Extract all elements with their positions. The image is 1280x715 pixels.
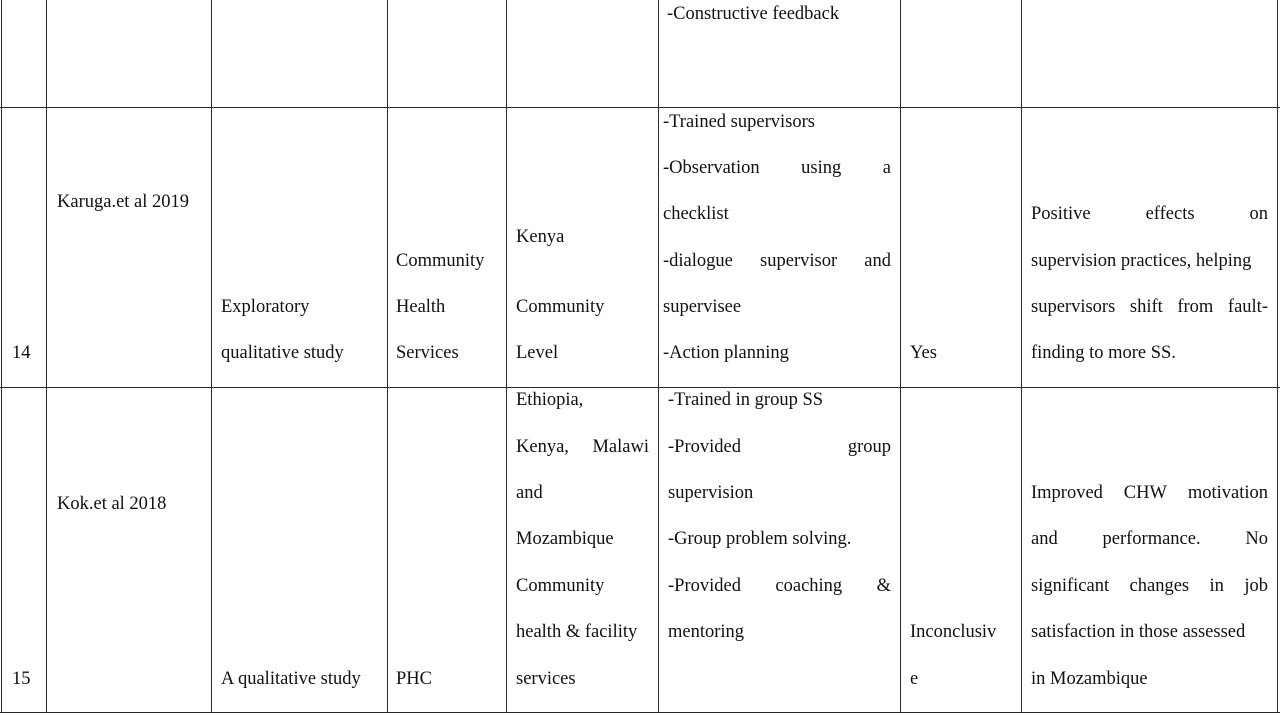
effective-value: Yes <box>910 343 937 363</box>
country-line: Ethiopia, <box>516 390 584 410</box>
word: supervisor <box>760 251 838 271</box>
table-row-border <box>0 387 1280 388</box>
setting-line: Community <box>396 251 485 271</box>
outcome-line <box>1031 204 1268 224</box>
country-line: services <box>516 669 576 689</box>
country-line: Community <box>516 297 605 317</box>
setting-line: Health <box>396 297 446 317</box>
outcome-line: in Mozambique <box>1031 669 1148 689</box>
word: using <box>801 158 842 178</box>
intervention-line: -Action planning <box>663 343 789 363</box>
outcome-line <box>1031 576 1268 596</box>
effective-value-line: e <box>910 669 919 689</box>
word: Positive <box>1031 204 1091 224</box>
word: performance. <box>1102 529 1201 549</box>
country-line: Kenya <box>516 227 565 247</box>
word: changes <box>1129 576 1190 596</box>
word: -Provided <box>668 437 741 457</box>
word: -dialogue <box>663 251 733 271</box>
intervention-line <box>668 576 891 596</box>
outcome-line: supervision practices, helping <box>1031 251 1252 271</box>
word: coaching <box>775 576 843 596</box>
outcome-line: satisfaction in those assessed <box>1031 622 1246 642</box>
study-design-line: Exploratory <box>221 297 310 317</box>
study-author: Karuga.et al 2019 <box>57 192 190 212</box>
intervention-line <box>668 437 891 457</box>
intervention-line: -Constructive feedback <box>667 4 840 24</box>
setting-line: PHC <box>396 669 432 689</box>
row-number: 14 <box>12 343 31 363</box>
word: Malawi <box>592 437 649 457</box>
table-row-border <box>0 712 1280 713</box>
word: CHW <box>1123 483 1167 503</box>
effective-value-line: Inconclusiv <box>910 622 997 642</box>
outcome-line <box>1031 483 1268 503</box>
word: supervisors <box>1031 297 1116 317</box>
word: No <box>1245 529 1268 549</box>
intervention-line: checklist <box>663 204 729 224</box>
word: on <box>1249 204 1268 224</box>
intervention-line: -Group problem solving. <box>668 529 852 549</box>
word: group <box>847 437 891 457</box>
intervention-line: mentoring <box>668 622 745 642</box>
word: -Provided <box>668 576 741 596</box>
word: job <box>1244 576 1268 596</box>
word: shift <box>1129 297 1163 317</box>
intervention-line <box>663 251 891 271</box>
word: in <box>1209 576 1224 596</box>
table-row-border <box>0 107 1280 108</box>
intervention-line: supervision <box>668 483 754 503</box>
country-line: and <box>516 483 543 503</box>
country-line: Mozambique <box>516 529 614 549</box>
country-line <box>516 437 649 457</box>
row-number: 15 <box>12 669 31 689</box>
word: a <box>882 158 891 178</box>
outcome-line <box>1031 297 1268 317</box>
word: Kenya, <box>516 437 569 457</box>
word: -Observation <box>663 158 760 178</box>
intervention-line: -Trained supervisors <box>663 112 815 132</box>
setting-line: Services <box>396 343 459 363</box>
outcome-line: finding to more SS. <box>1031 343 1176 363</box>
word: & <box>876 576 891 596</box>
word: Improved <box>1031 483 1103 503</box>
intervention-line: supervisee <box>663 297 742 317</box>
word: effects <box>1145 204 1195 224</box>
word: motivation <box>1187 483 1268 503</box>
word: significant <box>1031 576 1110 596</box>
word: from <box>1177 297 1214 317</box>
country-line: Community <box>516 576 605 596</box>
country-line: Level <box>516 343 559 363</box>
study-design-line: qualitative study <box>221 343 344 363</box>
word: fault- <box>1227 297 1268 317</box>
intervention-line <box>663 158 891 178</box>
study-design-line: A qualitative study <box>221 669 361 689</box>
outcome-line <box>1031 529 1268 549</box>
intervention-line: -Trained in group SS <box>668 390 824 410</box>
country-line: health & facility <box>516 622 638 642</box>
word: and <box>1031 529 1058 549</box>
study-author: Kok.et al 2018 <box>57 494 167 514</box>
word: and <box>864 251 891 271</box>
